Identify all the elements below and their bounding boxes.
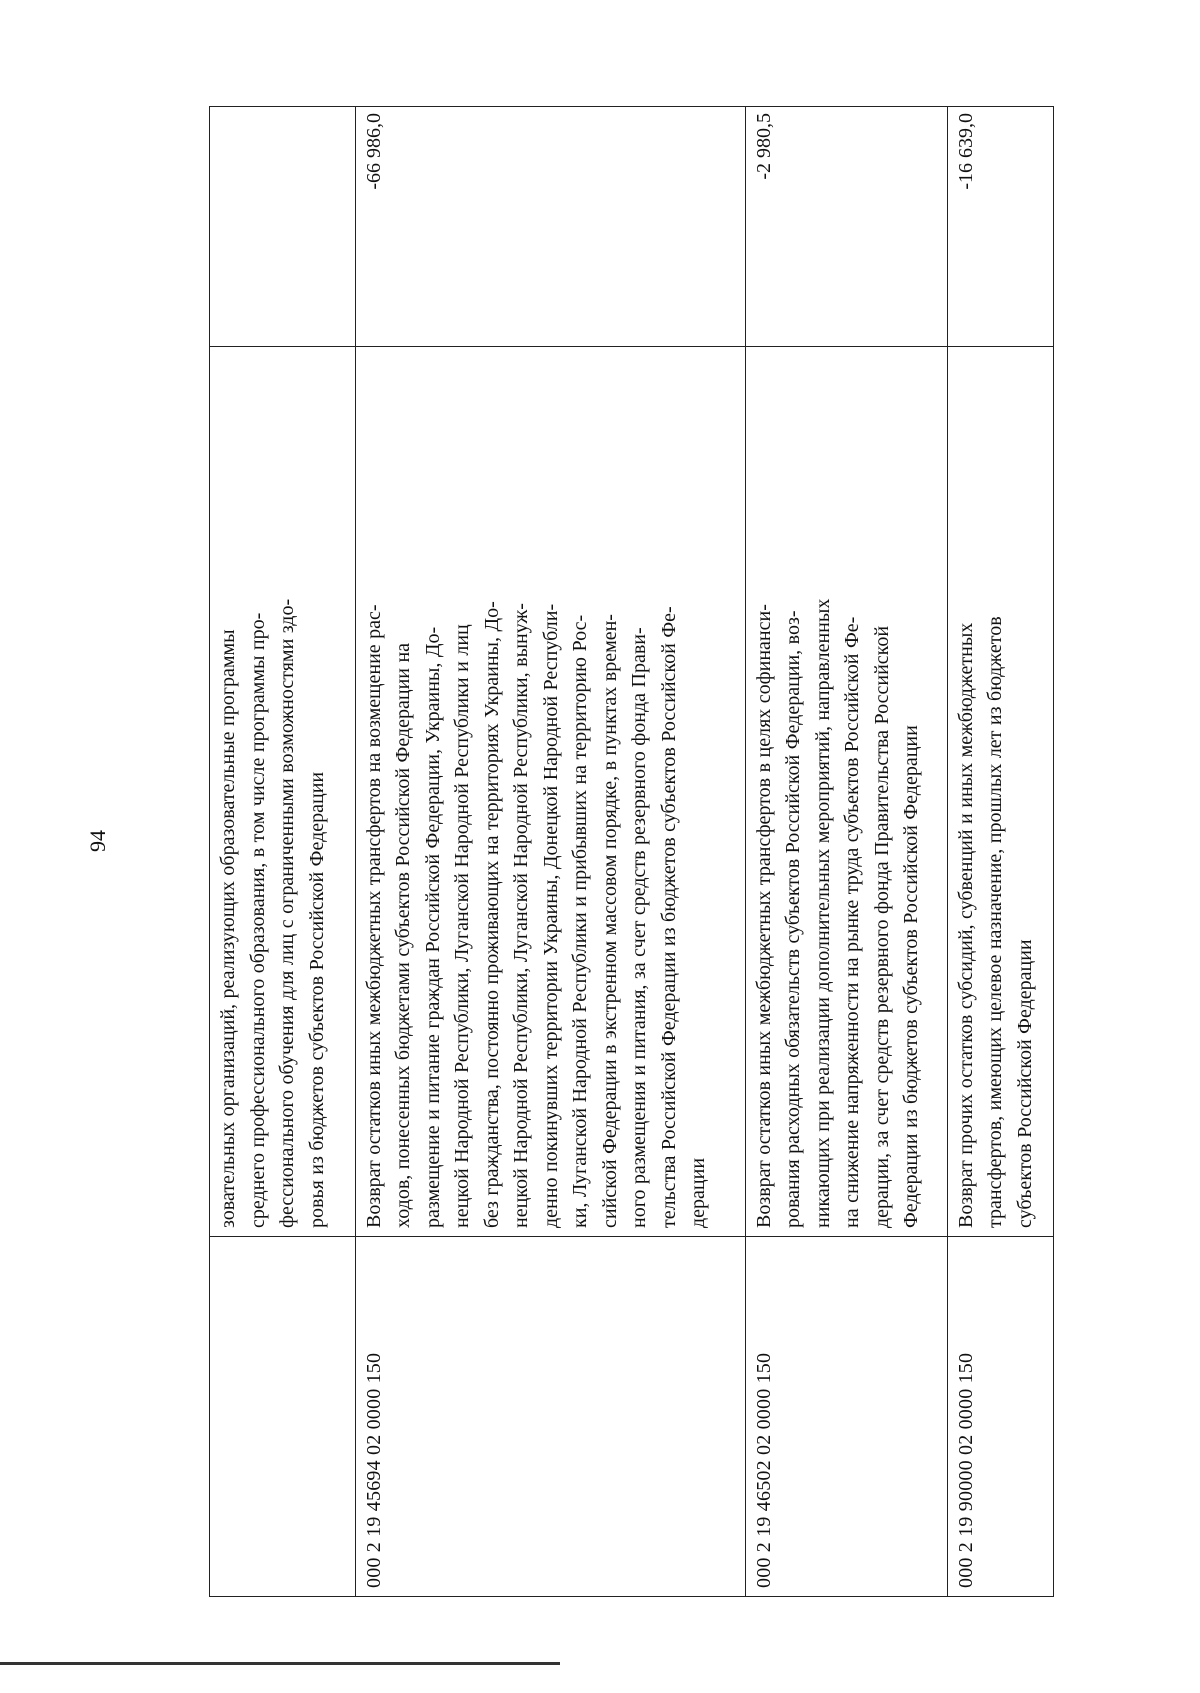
description-line: без гражданства, постоянно проживающих на территориях Украины, До-	[480, 601, 503, 1228]
table-row	[355, 107, 745, 1597]
description-line: среднего профессионального образования, в том числе программы про-	[246, 612, 269, 1228]
description-line: Возврат прочих остатков субсидий, субвенций и иных межбюджетных	[954, 622, 977, 1228]
description-line: дерации	[687, 1157, 710, 1228]
description-line: сийской Федерации в экстренном массовом порядке, в пунктах времен-	[598, 614, 621, 1228]
budget-code-cell: 000 2 19 90000 02 0000 150	[947, 1237, 1053, 1597]
budget-code-cell: 000 2 19 46502 02 0000 150	[745, 1237, 947, 1597]
description-line: дерации, за счет средств резервного фонда Правительства Российской	[870, 625, 893, 1228]
description-cell	[210, 347, 356, 1237]
description-line: трансфертов, имеющих целевое назначение, прошлых лет из бюджетов	[984, 616, 1007, 1228]
amount-cell: -2 980,5	[745, 107, 947, 347]
description-line: на снижение напряженности на рынке труда субъектов Российской Фе-	[841, 616, 864, 1228]
page-number: 94	[85, 830, 110, 852]
description-line: субъектов Российской Федерации	[1013, 939, 1036, 1228]
description-line: нецкой Народной Республики, Луганской Народной Республики, вынуж-	[510, 603, 533, 1228]
description-line: рования расходных обязательств субъектов Российской Федерации, воз-	[782, 610, 805, 1228]
description-line: Возврат остатков иных межбюджетных трансфертов в целях софинанси-	[752, 604, 775, 1228]
description-line: ровья из бюджетов субъектов Российской Федерации	[305, 771, 328, 1228]
budget-code-cell	[210, 1237, 356, 1597]
description-line: зовательных организаций, реализующих образовательные программы	[217, 629, 239, 1228]
description-cell	[947, 347, 1053, 1237]
budget-table	[209, 106, 1054, 1597]
amount-cell	[210, 107, 356, 347]
description-line: размещение и питание граждан Российской Федерации, Украины, До-	[421, 626, 444, 1228]
description-line: тельства Российской Федерации из бюджетов субъектов Российской Фе-	[657, 606, 680, 1228]
description-line: никающих при реализации дополнительных мероприятий, направленных	[811, 598, 834, 1228]
description-line: ходов, понесенных бюджетами субъектов Российской Федерации на	[392, 642, 415, 1228]
description-cell	[355, 347, 745, 1237]
description-line: фессионального обучения для лиц с ограниченными возможностями здо-	[276, 598, 298, 1228]
budget-code-cell: 000 2 19 45694 02 0000 150	[355, 1237, 745, 1597]
table-row	[745, 107, 947, 1597]
amount-cell: -16 639,0	[947, 107, 1053, 347]
description-line: Возврат остатков иных межбюджетных трансфертов на возмещение рас-	[362, 604, 385, 1228]
description-line: денно покинувших территории Украины, Донецкой Народной Республи-	[539, 603, 562, 1228]
table-row	[947, 107, 1053, 1597]
amount-cell: -66 986,0	[355, 107, 745, 347]
table-row	[210, 107, 356, 1597]
scan-edge-rule	[0, 1662, 560, 1665]
description-cell	[745, 347, 947, 1237]
description-line: ки, Луганской Народной Республики и прибывших на территорию Рос-	[569, 614, 592, 1228]
rotated-table-wrapper	[209, 107, 1054, 1597]
description-line: нецкой Народной Республики, Луганской Народной Республики и лиц	[451, 624, 474, 1228]
description-line: Федерации из бюджетов субъектов Российской Федерации	[900, 725, 923, 1228]
description-line: ного размещения и питания, за счет средств резервного фонда Прави-	[628, 627, 651, 1228]
